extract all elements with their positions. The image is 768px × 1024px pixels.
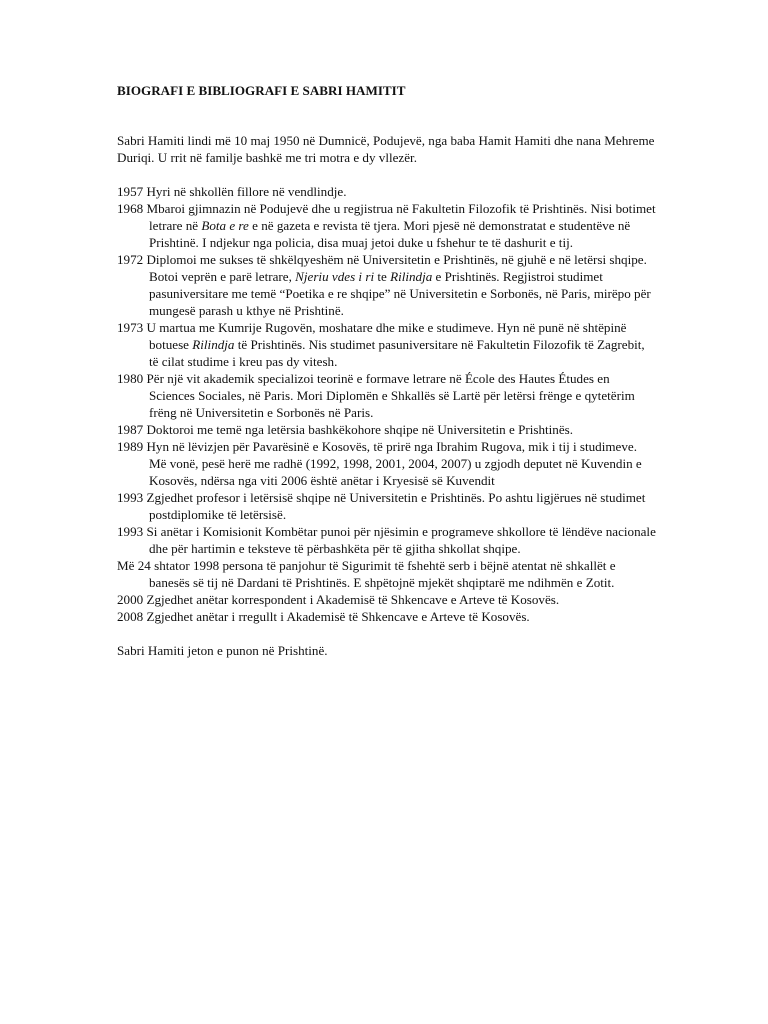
entry-text: Doktoroi me temë nga letërsia bashkëkohore shqipe në Universitetin e Prishtinës. xyxy=(146,422,574,437)
entry-text: Zgjedhet anëtar i rregullt i Akademisë të Shkencave e Arteve të Kosovës. xyxy=(146,609,530,624)
entry-year: 1993 xyxy=(117,524,144,539)
entry-text: të Prishtinës. Nis studimet pasuniversitare në Fakultetin Filozofik të Zagrebit, të cilat studime i kreu pas dy vitesh. xyxy=(149,337,645,369)
chronology-entry-1987 xyxy=(117,421,657,438)
entry-text: Hyn në lëvizjen për Pavarësinë e Kosovës, të prirë nga Ibrahim Rugova, mik i tij i studimeve. Më vonë, pesë herë me radhë (1992, 1998, 2001, 2004, 2007) u zgjodh deputet në Kuvendin e Kosovës, ndërsa nga viti 2006 është anëtar i Kryesisë së Kuvendit xyxy=(146,439,642,488)
closing-paragraph: Sabri Hamiti jeton e punon në Prishtinë. xyxy=(117,643,328,658)
document-page xyxy=(117,82,657,659)
entry-text: Mbaroi gjimnazin në Podujevë dhe u regjistrua në Fakultetin Filozofik të Prishtinës. Nisi botimet letrare në xyxy=(146,201,656,233)
entry-italic-title: Njeriu vdes i ri xyxy=(295,269,375,284)
entry-year: 1989 xyxy=(117,439,144,454)
entry-text: Më 24 shtator 1998 persona të panjohur të Sigurimit të fshehtë serb i bëjnë atentat në shkallët e banesës së tij në Dardani të Prishtinës. E shpëtojnë mjekët shqiptarë me ndihmën e Zotit. xyxy=(117,558,616,590)
chronology-entry-1957 xyxy=(117,183,657,200)
entry-year: 1980 xyxy=(117,371,144,386)
entry-year: 1987 xyxy=(117,422,144,437)
chronology-entry-1993-b xyxy=(117,523,657,557)
entry-text: Si anëtar i Komisionit Kombëtar punoi për njësimin e programeve shkollore të lëndëve nacionale dhe për hartimin e teksteve të përbashkëta për të gjitha shkollat shqipe. xyxy=(146,524,656,556)
entry-year: 2008 xyxy=(117,609,144,624)
entry-year: 1973 xyxy=(117,320,144,335)
entry-year: 1972 xyxy=(117,252,144,267)
intro-paragraph: Sabri Hamiti lindi më 10 maj 1950 në Dumnicë, Podujevë, nga baba Hamit Hamiti dhe nana Mehreme Duriqi. U rrit në familje bashkë me tri motra e dy vllezër. xyxy=(117,133,655,165)
entry-italic-title: Rilindja xyxy=(390,269,433,284)
entry-year: 1957 xyxy=(117,184,144,199)
chronology-entry-1998 xyxy=(117,557,657,591)
chronology-list xyxy=(117,183,657,625)
entry-text: te xyxy=(374,269,391,284)
entry-text: Diplomoi me sukses të shkëlqyeshëm në Universitetin e Prishtinës, në gjuhë e në letërsi shqipe. Botoi veprën e parë letrare, xyxy=(146,252,647,284)
chronology-entry-2008 xyxy=(117,608,657,625)
entry-text: Për një vit akademik specializoi teorinë e formave letrare në École des Hautes Études en Sciences Sociales, në Paris. Mori Diplomën e Shkallës së Lartë për letërsi frënge e qytetërim frëng në Universitetin e Sorbonës në Paris. xyxy=(146,371,635,420)
chronology-entry-1973 xyxy=(117,319,657,370)
entry-text: e në gazeta e revista të tjera. Mori pjesë në demonstratat e studentëve në Prishtinë. I ndjekur nga policia, disa muaj jetoi duke u fshehur te të dashurit e tij. xyxy=(149,218,631,250)
chronology-entry-1968 xyxy=(117,200,657,251)
entry-year: 1993 xyxy=(117,490,144,505)
entry-text: Zgjedhet profesor i letërsisë shqipe në Universitetin e Prishtinës. Po ashtu ligjërues në studimet postdiplomike të letërsisë. xyxy=(146,490,646,522)
entry-year: 2000 xyxy=(117,592,144,607)
chronology-entry-1972 xyxy=(117,251,657,319)
chronology-entry-1989 xyxy=(117,438,657,489)
chronology-entry-1993-a xyxy=(117,489,657,523)
document-title: BIOGRAFI E BIBLIOGRAFI E SABRI HAMITIT xyxy=(117,83,406,98)
chronology-entry-1980 xyxy=(117,370,657,421)
entry-italic-title: Bota e re xyxy=(201,218,249,233)
entry-text: Hyri në shkollën fillore në vendlindje. xyxy=(146,184,347,199)
entry-text: Zgjedhet anëtar korrespondent i Akademisë të Shkencave e Arteve të Kosovës. xyxy=(146,592,560,607)
entry-text: U martua me Kumrije Rugovën, moshatare dhe mike e studimeve. Hyn në punë në shtëpinë botuese xyxy=(146,320,627,352)
chronology-entry-2000 xyxy=(117,591,657,608)
entry-year: 1968 xyxy=(117,201,144,216)
entry-text: e Prishtinës. Regjistroi studimet pasuniversitare me temë “Poetika e re shqipe” në Universitetin e Sorbonës, në Paris, mirëpo për mungesë parash u kthye në Prishtinë. xyxy=(149,269,651,318)
entry-italic-title: Rilindja xyxy=(192,337,235,352)
